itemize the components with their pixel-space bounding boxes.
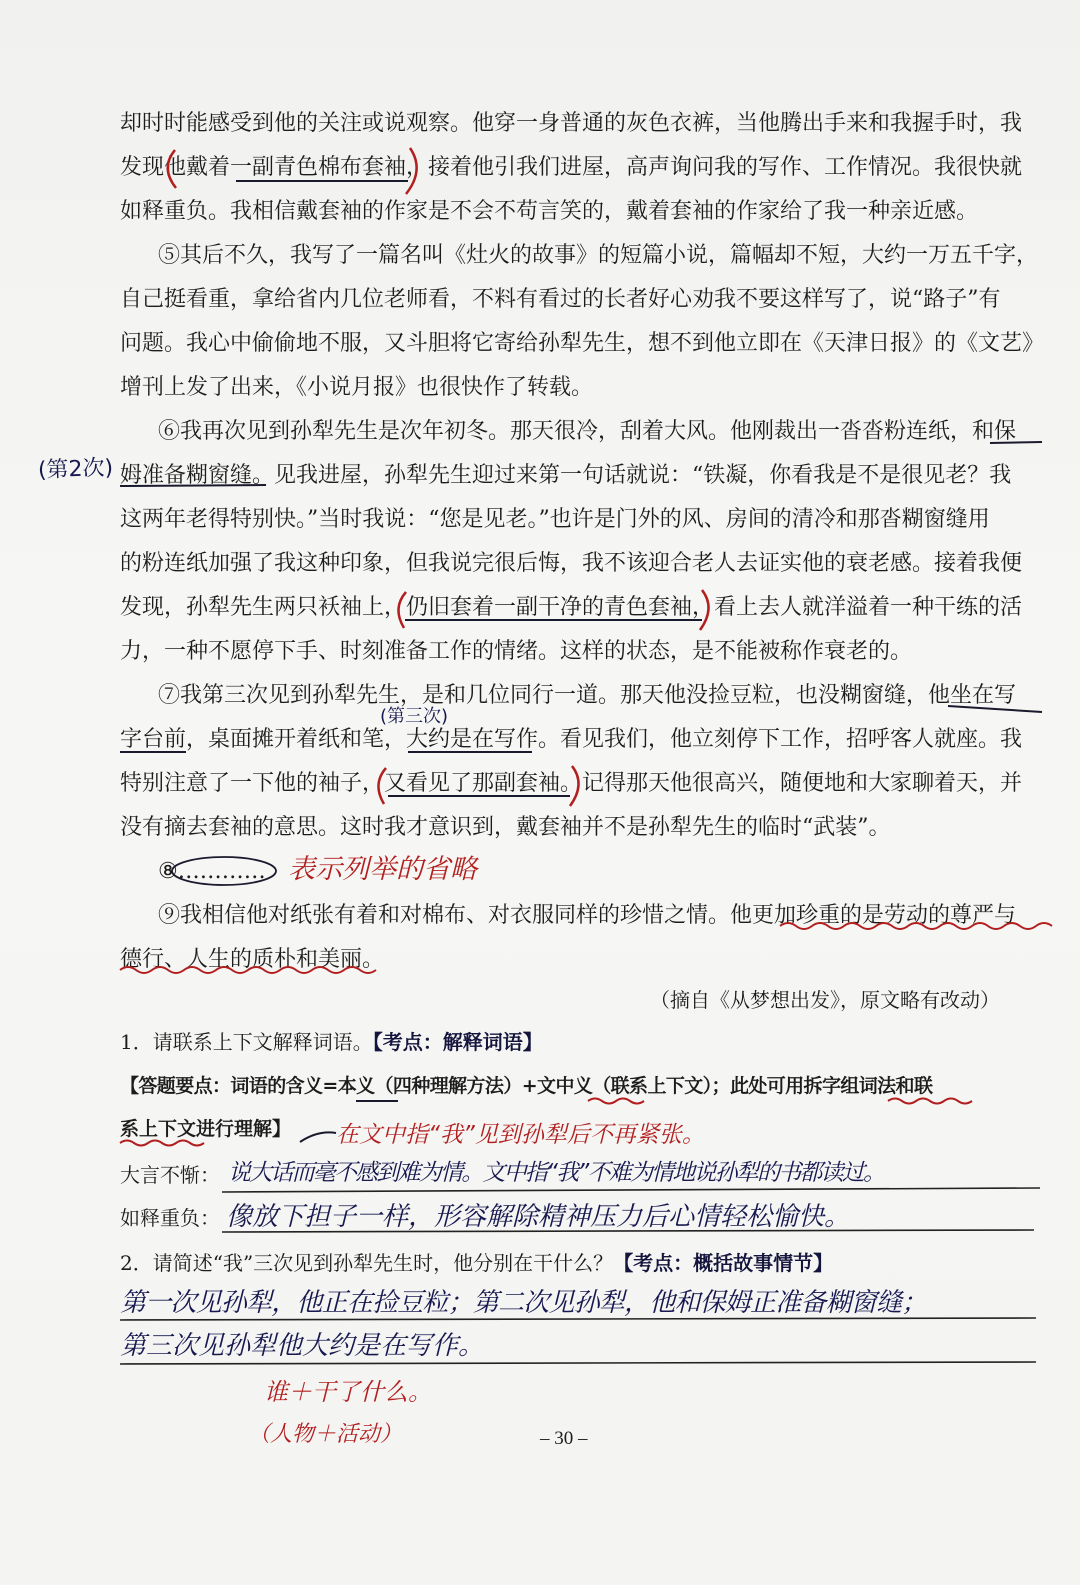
- answer-tip-line2: 系上下文进行理解】: [120, 1118, 292, 1140]
- text-line: 却时时能感受到他的关注或说观察。他穿一身普通的灰色衣裤，当他腾出手来和我握手时，我: [120, 111, 1023, 136]
- answer-q2-line2: 第三次见孙犁他大约是在写作。: [120, 1331, 485, 1361]
- paragraph-9: ⑨我相信他对纸张有着和对棉布、对衣服同样的珍惜之情。他更加珍重的是劳动的尊严与: [158, 903, 1017, 928]
- text-line: 特别注意了一下他的袖子，又看见了那副套袖。记得那天他很高兴，随便地和大家聊着天，并: [120, 771, 1023, 796]
- text-line: 字台前，桌面摊开着纸和笔，大约是在写作。看见我们，他立刻停下工作，招呼客人就座。我: [120, 727, 1023, 752]
- text-line: 发现他戴着一副青色棉布套袖，接着他引我们进屋，高声询问我的写作、工作情况。我很快就: [120, 155, 1023, 180]
- question-2-tag: 【考点：概括故事情节】: [613, 1251, 834, 1275]
- text-line: 力，一种不愿停下手、时刻准备工作的情绪。这样的状态，是不能被称作衰老的。: [120, 639, 913, 664]
- text-line: 自己挺看重，拿给省内几位老师看，不料有看过的长者好心劝我不要这样写了，说“路子”有: [120, 287, 1001, 312]
- bracket-open-icon: [168, 150, 176, 188]
- answer-q2-line1: 第一次见孙犁，他正在捡豆粒；第二次见孙犁，他和保姆正准备糊窗缝；: [120, 1288, 927, 1318]
- bracket-close-icon: [700, 590, 709, 630]
- answer-rushi: 像放下担子一样，形容解除精神压力后心情轻松愉快。: [226, 1202, 851, 1232]
- margin-note-second: (第2次): [37, 455, 114, 484]
- note-third-time: (第三次): [380, 706, 449, 727]
- paragraph-6: ⑥我再次见到孙犁先生是次年初冬。那天很冷，刮着大风。他刚裁出一沓沓粉连纸，和保: [158, 419, 1017, 444]
- text-line: 增刊上发了出来，《小说月报》也很快作了转载。: [120, 375, 594, 400]
- question-1-text: 1．请联系上下文解释词语。: [120, 1030, 373, 1054]
- term-rushi-label: 如释重负：: [120, 1206, 220, 1230]
- formula-who-did-what: 谁＋干了什么。: [264, 1378, 432, 1406]
- page-number: – 30 –: [540, 1428, 588, 1449]
- underline-icon: [990, 442, 1042, 443]
- wavy-underline-icon: [780, 923, 1052, 929]
- text-line: 如释重负。我相信戴套袖的作家是不会不苟言笑的，戴着套袖的作家给了我一种亲近感。: [120, 199, 979, 224]
- text-line: 的粉连纸加强了我这种印象，但我说完很后悔，我不该迎合老人去证实他的衰老感。接着我便: [120, 551, 1023, 576]
- bracket-close-icon: [570, 766, 579, 806]
- text-line: 德行、人生的质朴和美丽。: [120, 947, 385, 972]
- wavy-underline-icon: [120, 1141, 204, 1146]
- answer-line: [222, 1188, 1040, 1192]
- paragraph-7: ⑦我第三次见到孙犁先生，是和几位同行一道。那天他没捡豆粒，也没糊窗缝，他坐在写: [158, 683, 1017, 708]
- text-line: 没有摘去套袖的意思。这时我才意识到，戴套袖并不是孙犁先生的临时“武装”。: [120, 815, 891, 840]
- underline-icon: [948, 706, 1042, 712]
- text-line: 这两年老得特别快。”当时我说：“您是见老。”也许是门外的风、房间的清冷和那沓糊窗缝用: [120, 507, 990, 532]
- wavy-underline-icon: [888, 1099, 972, 1104]
- wavy-underline-icon: [120, 967, 376, 973]
- bracket-open-icon: [398, 592, 406, 628]
- text-line: 发现，孙犁先生两只袄袖上，仍旧套着一副干净的青色套袖，看上去人就洋溢着一种干练的活: [120, 595, 1023, 620]
- paragraph-8: ⑧…………: [158, 859, 266, 884]
- arrow-icon: [300, 1132, 336, 1142]
- wavy-underline-icon: [588, 1099, 644, 1104]
- bracket-close-icon: [406, 148, 417, 194]
- note-rushi-context: 在文中指“我”见到孙犁后不再紧张。: [336, 1122, 705, 1148]
- question-1-tag: 【考点：解释词语】: [372, 1030, 543, 1054]
- paragraph-5: ⑤其后不久，我写了一篇名叫《灶火的故事》的短篇小说，篇幅却不短，大约一万五千字，: [158, 243, 1039, 268]
- answer-tip-line1: 【答题要点：词语的含义=本义（四种理解方法）+文中义（联系上下文）；此处可用拆字组词法和联: [120, 1075, 933, 1097]
- term-daiyan-label: 大言不惭：: [120, 1163, 220, 1187]
- text-line: 问题。我心中偷偷地不服，又斗胆将它寄给孙犁先生，想不到他立即在《天津日报》的《文艺》: [120, 331, 1045, 356]
- question-2-text: 2．请简述“我”三次见到孙犁先生时，他分别在干什么？: [120, 1251, 614, 1275]
- answer-daiyan: 说大话而毫不感到难为情。文中指“我”不难为情地说孙犁的书都读过。: [228, 1160, 885, 1186]
- note-ellipsis-meaning: 表示列举的省略: [288, 854, 477, 885]
- answer-line: [222, 1230, 1034, 1232]
- answer-line: [120, 1362, 1036, 1364]
- text-line: 姆准备糊窗缝。见我进屋，孙犁先生迎过来第一句话就说：“铁凝，你看我是不是很见老？我: [120, 463, 1012, 488]
- formula-person-activity: （人物＋活动）: [248, 1422, 403, 1447]
- source-citation: （摘自《从梦想出发》，原文略有改动）: [650, 988, 1000, 1012]
- answer-line: [120, 1318, 1036, 1320]
- underline-icon: [120, 485, 266, 486]
- circle-mark-icon: [172, 857, 276, 885]
- bracket-open-icon: [378, 768, 386, 804]
